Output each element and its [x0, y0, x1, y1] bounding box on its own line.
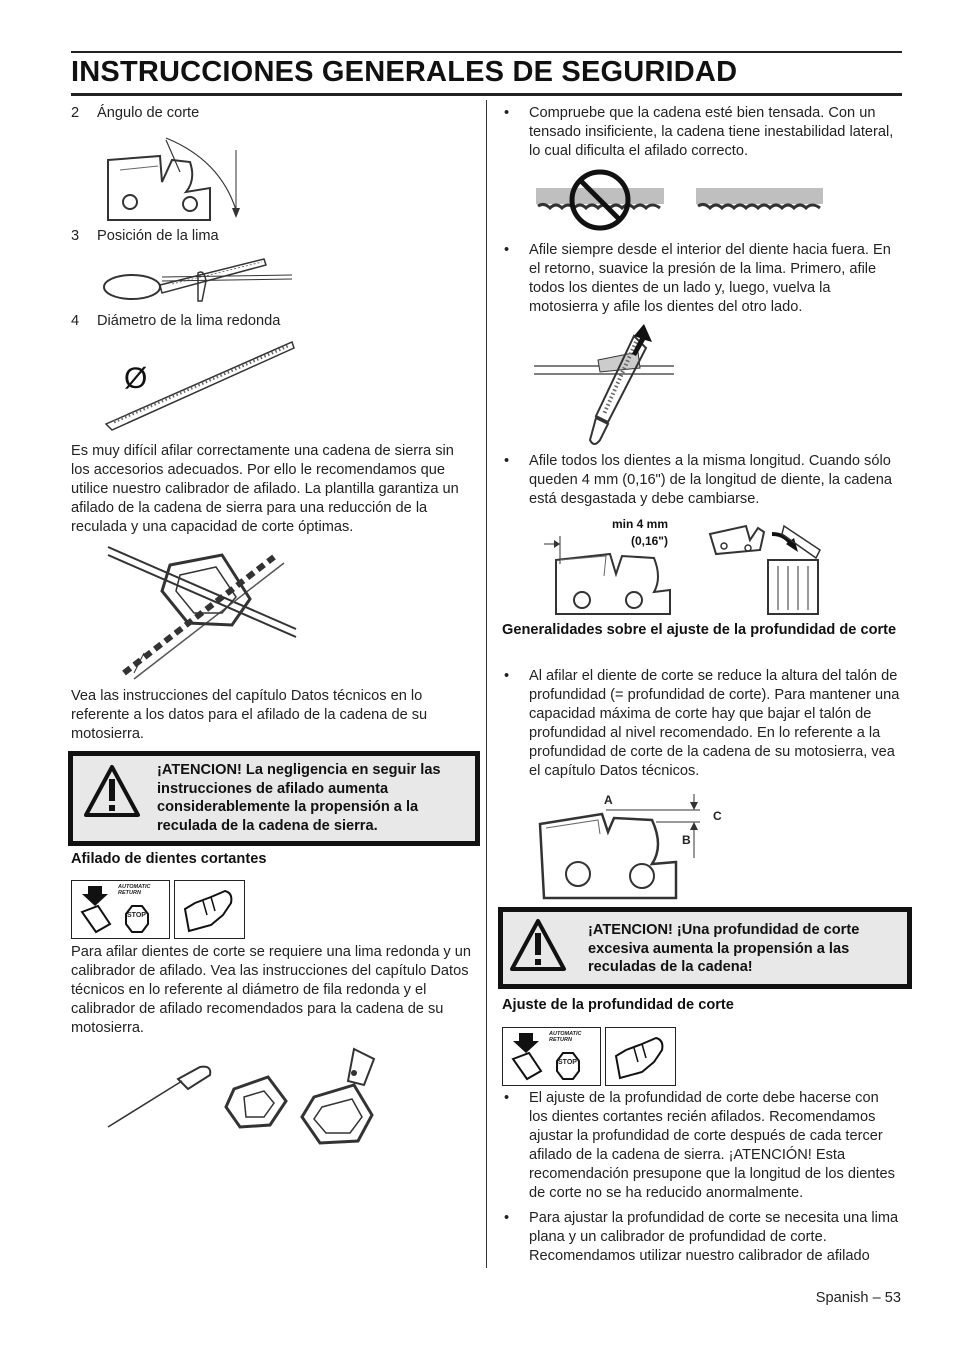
paragraph-see-technical-data: Vea las instrucciones del capítulo Datos técnicos en lo referente a los datos para el afilado de la cadena de su motosierra.	[71, 688, 428, 742]
subheading-depth-general: Generalidades sobre el ajuste de la profundidad de corte	[502, 622, 897, 638]
bullet-text: Compruebe que la cadena esté bien tensada. Con un tensado insificiente, la cadena tiene inestabilidad lateral, lo cual dificulta el afilado correcto.	[529, 105, 894, 159]
label-b: B	[682, 833, 691, 847]
bullet-text: Al afilar el diente de corte se reduce la altura del talón de profundidad (= profundidad de corte). Para mantener una capacidad máxima de corte hay que bajar el talón de profundidad al nivel recomendado. En lo referente a la profundidad de corte de la cadena de su motosierra, vea el capítulo Datos técnicos.	[529, 668, 900, 779]
bullet-flat-file	[504, 1209, 901, 1266]
warning-text: ¡ATENCION! La negligencia en seguir las instrucciones de afilado aumenta considerablemente la propensión a la reculada de la cadena de sierra.	[157, 762, 441, 834]
warning-box-depth	[498, 907, 912, 989]
chain-brake-icon	[76, 884, 166, 936]
warning-triangle-icon	[508, 917, 568, 973]
bullet-same-length	[504, 452, 901, 509]
bullet-text: El ajuste de la profundidad de corte debe hacerse con los dientes cortantes recién afilados. Recomendamos ajustar la profundidad de corte después de cada tercer afilado de la cadena de sierra. ¡ATENCIÓN! Esta recomendación presupone que la longitud de los dientes de corte no se ha reducido anormalmente.	[529, 1090, 895, 1201]
caption-cutting-angle	[71, 104, 199, 123]
bullet-dot: •	[504, 105, 510, 121]
caption-label: Ángulo de corte	[97, 105, 200, 121]
caption-label: Posición de la lima	[97, 228, 219, 244]
sharpen-direction-illustration	[534, 322, 674, 450]
label-a: A	[604, 793, 613, 807]
warning-box-sharpening	[68, 751, 480, 846]
file-position-illustration	[102, 253, 297, 308]
depth-gauge-illustration	[536, 788, 726, 904]
chain-brake-icon	[507, 1031, 597, 1083]
bullet-sharpen-direction	[504, 241, 901, 317]
paragraph-round-file: Para afilar dientes de corte se requiere una lima redonda y un calibrador de afilado. Vea las instrucciones del capítulo Datos técnicos en lo referente al diámetro de fila redonda y el calibrador de afilado recomendados para la cadena de su motosierra.	[71, 944, 471, 1036]
bullet-dot: •	[504, 453, 510, 469]
caption-number: 2	[71, 105, 80, 121]
warning-text: ¡ATENCION! ¡Una profundidad de corte excesiva aumenta la propensión a las reculadas de la cadena!	[588, 922, 860, 975]
tooth-length-illustration	[536, 520, 836, 616]
stop-label: STOP	[558, 1059, 577, 1066]
caption-file-position	[71, 227, 219, 246]
glove-icon	[612, 1032, 670, 1082]
bullet-text: Para ajustar la profundidad de corte se necesita una lima plana y un calibrador de profundidad de corte. Recomendamos utilizar nuestro calibrador de afilado	[529, 1210, 899, 1264]
caption-file-diameter	[71, 312, 280, 331]
protective-glove-icon	[174, 880, 245, 939]
sharpening-gauge-illustration	[104, 543, 302, 683]
bullet-dot: •	[504, 668, 510, 684]
glove-icon	[181, 885, 239, 935]
automatic-return-stop-icon	[502, 1027, 601, 1086]
cutting-angle-illustration	[100, 130, 250, 225]
bullet-text: Afile todos los dientes a la misma longitud. Cuando sólo queden 4 mm (0,16") de la longitud de diente, la cadena está desgastada y debe cambiarse.	[529, 453, 892, 507]
stop-label: STOP	[127, 912, 146, 919]
automatic-return-stop-icon	[71, 880, 170, 939]
title-rule-top	[71, 51, 902, 53]
bullet-chain-tension	[504, 104, 901, 161]
min-4mm-line1: min 4 mm	[611, 517, 668, 531]
diameter-symbol: Ø	[124, 362, 148, 395]
label-c: C	[713, 809, 722, 823]
caption-label: Diámetro de la lima redonda	[97, 313, 281, 329]
bullet-depth-gauge	[504, 667, 901, 781]
paragraph-sharpening-gauge: Es muy difícil afilar correctamente una cadena de sierra sin los accesorios adecuados. Por ello le recomendamos que utilice nuestro calibrador de afilado. La plantilla garantiza un afilado de la cadena de sierra para una reducción de la reculada y una capacidad de corte óptimas.	[71, 443, 459, 535]
protective-glove-icon	[605, 1027, 676, 1086]
caption-number: 3	[71, 228, 80, 244]
subheading-sharpening-teeth: Afilado de dientes cortantes	[71, 851, 267, 867]
bullet-depth-timing	[504, 1089, 901, 1203]
column-divider	[486, 100, 487, 1268]
min-4mm-line2: (0,16")	[630, 534, 668, 548]
round-file-illustration	[102, 340, 297, 430]
bullet-dot: •	[504, 1210, 510, 1226]
page-title: INSTRUCCIONES GENERALES DE SEGURIDAD	[71, 56, 738, 88]
bullet-dot: •	[504, 1090, 510, 1106]
title-rule-bottom	[71, 93, 902, 96]
auto-return-label: AUTOMATIC RETURN	[118, 884, 151, 896]
chain-tension-illustration	[536, 168, 826, 228]
caption-number: 4	[71, 313, 80, 329]
bullet-dot: •	[504, 242, 510, 258]
sharpening-tools-illustration	[104, 1045, 394, 1150]
bullet-text: Afile siempre desde el interior del diente hacia fuera. En el retorno, suavice la presión de la lima. Primero, afile todos los dientes de un lado y, luego, vuelva la motosierra y afile los dientes del otro lado.	[529, 242, 891, 315]
page-number: Spanish – 53	[815, 1290, 901, 1306]
subheading-depth-adjust: Ajuste de la profundidad de corte	[502, 997, 734, 1013]
warning-triangle-icon	[82, 763, 142, 819]
auto-return-label: AUTOMATIC RETURN	[549, 1031, 582, 1043]
